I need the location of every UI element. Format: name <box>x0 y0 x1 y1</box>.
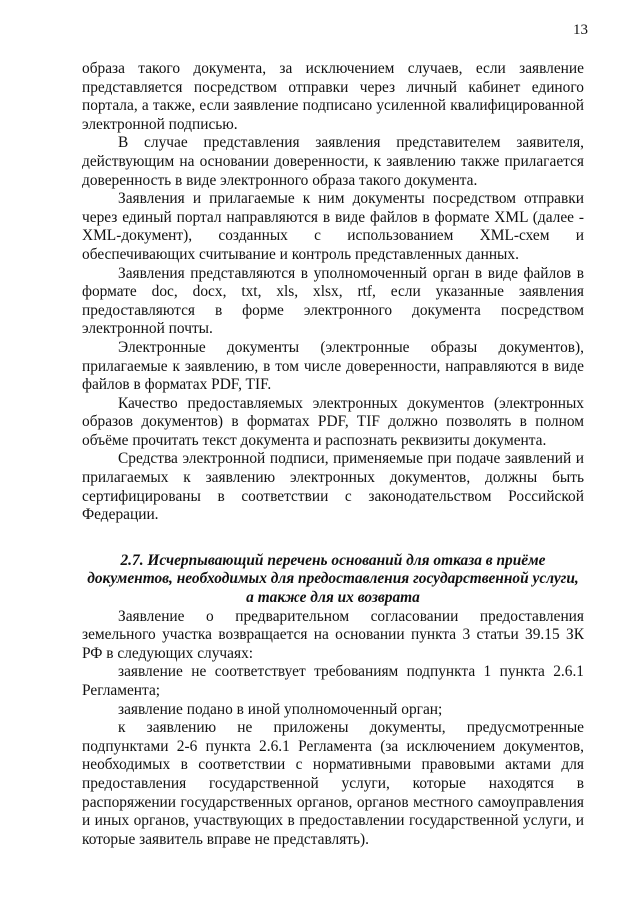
paragraph-file-formats: Заявления представляются в уполномоченный орган в виде файлов в формате doc, docx, txt, xls, xlsx, rtf, если указанные заявления предоставляются в форме электронного документа посредством электронной почты. <box>82 264 584 338</box>
paragraph-representative: В случае представления заявления представителем заявителя, действующим на основании доверенности, к заявлению также прилагается доверенность в виде электронного образа такого документа. <box>82 134 584 189</box>
paragraph-continuation: образа такого документа, за исключением случаев, если заявление представляется посредством отправки через личный кабинет единого портала, а также, если заявление подписано усиленной квалифицированной электронной подписью. <box>82 60 584 133</box>
page-number: 13 <box>573 22 588 38</box>
document-body <box>82 60 584 849</box>
section-heading: 2.7. Исчерпывающий перечень оснований для отказа в приёме документов, необходимых для предоставления государственной услуги, а также для их возврата <box>87 551 579 607</box>
list-item-other-authority: заявление подано в иной уполномоченный орган; <box>118 700 443 718</box>
paragraph-xml-format: Заявления и прилагаемые к ним документы посредством отправки через единый портал направляются в виде файлов в формате XML (далее - XML-документ), созданных с использованием XML-схем и обеспечивающих считывание и контроль представленных данных. <box>82 190 584 263</box>
list-item-requirements: заявление не соответствует требованиям подпункта 1 пункта 2.6.1 Регламента; <box>82 663 584 699</box>
paragraph-return-grounds: Заявление о предварительном согласовании предоставления земельного участка возвращается на основании пункта 3 статьи 39.15 ЗК РФ в следующих случаях: <box>82 607 584 662</box>
paragraph-document-quality: Качество предоставляемых электронных документов (электронных образов документов) в форматах PDF, TIF должно позволять в полном объёме прочитать текст документа и распознать реквизиты документа. <box>82 394 584 449</box>
list-item-missing-documents: к заявлению не приложены документы, предусмотренные подпунктами 2-6 пункта 2.6.1 Регламента (за исключением документов, необходимых в соответствии с нормативными правовыми актами для предоставления государственной услуги, которые находятся в распоряжении государственных органов, органов местного самоуправления и иных органов, участвующих в предоставлении государственной услуги, и которые заявитель вправе не представлять). <box>82 719 584 848</box>
paragraph-electronic-signature: Средства электронной подписи, применяемые при подаче заявлений и прилагаемых к заявлению электронных документов, должны быть сертифицированы в соответствии с законодательством Российской Федерации. <box>82 450 584 524</box>
paragraph-electronic-documents: Электронные документы (электронные образы документов), прилагаемые к заявлению, в том числе доверенности, направляются в виде файлов в форматах PDF, TIF. <box>82 338 584 394</box>
